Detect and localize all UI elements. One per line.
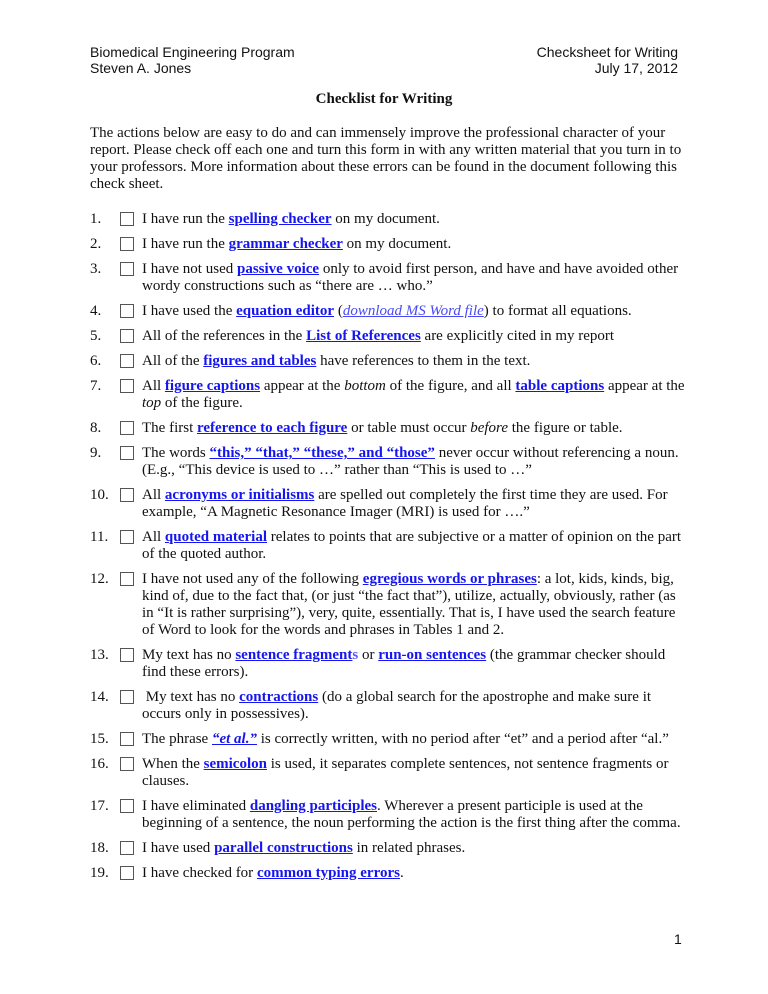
item-number: 6. [90, 353, 102, 369]
item-text [142, 731, 669, 747]
text-segment: ) to format all equations. [483, 303, 632, 319]
item-text [142, 353, 530, 369]
checklist-item [90, 353, 685, 370]
text-segment: I have not used any of the following [142, 571, 363, 587]
text-segment: My text has no [142, 647, 236, 663]
checkbox[interactable] [120, 446, 134, 460]
text-segment: I have used [142, 840, 215, 856]
text-segment: is correctly written, with no period after “et” and a period after “al.” [256, 731, 669, 747]
text-segment: I have eliminated [142, 798, 250, 814]
checklist-item [90, 236, 685, 253]
text-segment: or [358, 647, 379, 663]
item-number: 15. [90, 731, 109, 747]
item-text [142, 261, 678, 294]
item-text [142, 211, 440, 227]
item-link[interactable]: egregious words or phrases [362, 571, 537, 587]
checklist-item [90, 420, 685, 437]
item-text [142, 303, 632, 319]
checklist-item [90, 211, 685, 228]
item-link[interactable]: download MS Word file [342, 303, 484, 319]
text-segment: All [142, 487, 165, 503]
item-link[interactable]: contractions [239, 689, 319, 705]
text-segment: or table must occur [347, 420, 471, 436]
checkbox[interactable] [120, 841, 134, 855]
item-link[interactable]: reference to each figure [196, 420, 348, 436]
text-segment: All [142, 378, 165, 394]
text-segment: . Wherever a present participle is used at the beginning of a sentence, the noun performing the action is the first thing after the comma. [142, 798, 681, 831]
emphasis-text: before [470, 420, 508, 436]
item-text [142, 756, 669, 789]
author-name: Steven A. Jones [90, 60, 192, 76]
checklist-item [90, 378, 685, 412]
text-segment: of the figure, and all [385, 378, 516, 394]
item-number: 12. [90, 571, 109, 587]
document-date: July 17, 2012 [594, 60, 678, 76]
text-segment: The first [142, 420, 197, 436]
checkbox[interactable] [120, 488, 134, 502]
checklist-item [90, 487, 685, 521]
item-link[interactable]: spelling checker [228, 211, 332, 227]
text-segment: When the [142, 756, 204, 772]
checklist-item [90, 445, 685, 479]
checklist-item [90, 731, 685, 748]
item-text [142, 236, 451, 252]
item-link[interactable]: figures and tables [203, 353, 317, 369]
item-text [142, 840, 465, 856]
item-link[interactable]: “this,” “that,” “these,” and “those” [209, 445, 435, 461]
text-segment: I have run the [142, 211, 229, 227]
text-segment: s [352, 647, 359, 663]
text-segment: in related phrases. [352, 840, 466, 856]
item-link[interactable]: parallel constructions [214, 840, 353, 856]
item-link[interactable]: equation editor [236, 303, 335, 319]
checklist-item [90, 529, 685, 563]
text-segment: on my document. [342, 236, 452, 252]
checklist-item [90, 689, 685, 723]
item-text [142, 328, 614, 344]
checklist [90, 211, 685, 890]
checkbox[interactable] [120, 379, 134, 393]
checkbox[interactable] [120, 212, 134, 226]
item-number: 2. [90, 236, 102, 252]
item-text [142, 798, 681, 831]
checkbox[interactable] [120, 354, 134, 368]
item-number: 7. [90, 378, 102, 394]
text-segment: is used, it separates complete sentences, not sentence fragments or clauses. [142, 756, 669, 789]
header-right [537, 44, 678, 76]
text-segment: are explicitly cited in my report [420, 328, 615, 344]
checkbox[interactable] [120, 262, 134, 276]
item-number: 18. [90, 840, 109, 856]
text-segment: I have checked for [142, 865, 257, 881]
item-link[interactable]: “et al.” [211, 731, 257, 747]
text-segment: appear at the [260, 378, 345, 394]
checkbox[interactable] [120, 648, 134, 662]
emphasis-text: top [142, 395, 162, 411]
document-name: Checksheet for Writing [536, 44, 678, 60]
checkbox[interactable] [120, 237, 134, 251]
item-number: 11. [90, 529, 109, 545]
text-segment: : a lot, kids, kinds, big, kind of, due to the fact that, (or just “the fact that”), utilize, actually, obviously, rather (as in “It is rather surprising”), very, quite, essentially. That is, I have used the search feature of Word to look for the words and phrases in Tables 1 and 2. [142, 571, 676, 638]
item-number: 5. [90, 328, 102, 344]
emphasis-text: bottom [344, 378, 386, 394]
text-segment: I have used the [142, 303, 237, 319]
checkbox[interactable] [120, 799, 134, 813]
item-text [142, 445, 679, 478]
item-text [142, 487, 668, 520]
item-number: 13. [90, 647, 109, 663]
checklist-item [90, 571, 685, 639]
text-segment: appear at the [604, 378, 685, 394]
checklist-item [90, 303, 685, 320]
item-number: 17. [90, 798, 109, 814]
item-text [142, 647, 665, 680]
checkbox[interactable] [120, 866, 134, 880]
page-number: 1 [674, 931, 682, 947]
checklist-item [90, 756, 685, 790]
checklist-item [90, 647, 685, 681]
item-number: 14. [90, 689, 109, 705]
text-segment: never occur without referencing a noun. (E.g., “This device is used to …” rather than “This is used to …” [142, 445, 679, 478]
text-segment: the figure or table. [508, 420, 623, 436]
header-left [90, 44, 295, 76]
text-segment: ( [334, 303, 343, 319]
item-number: 4. [90, 303, 102, 319]
text-segment: The phrase [142, 731, 212, 747]
item-number: 1. [90, 211, 102, 227]
item-link[interactable]: semicolon [203, 756, 267, 772]
item-link[interactable]: quoted material [164, 529, 267, 545]
item-link[interactable]: common typing errors [256, 865, 400, 881]
text-segment: I have not used [142, 261, 237, 277]
text-segment: All of the [142, 353, 204, 369]
text-segment: of the figure. [161, 395, 243, 411]
program-name: Biomedical Engineering Program [90, 44, 295, 60]
text-segment: (the grammar checker should find these errors). [142, 647, 666, 680]
item-number: 8. [90, 420, 102, 436]
item-link[interactable]: table captions [515, 378, 605, 394]
checklist-item [90, 261, 685, 295]
item-link[interactable]: passive voice [236, 261, 320, 277]
checklist-item [90, 865, 685, 882]
item-link[interactable]: grammar checker [228, 236, 343, 252]
text-segment: relates to points that are subjective or a matter of opinion on the part of the quoted author. [142, 529, 682, 562]
text-segment: are spelled out completely the first time they are used. For example, “A Magnetic Resonance Imager (MRI) is used for ….” [142, 487, 668, 520]
checkbox[interactable] [120, 304, 134, 318]
item-text [142, 529, 681, 562]
item-number: 3. [90, 261, 102, 277]
item-text [142, 420, 623, 436]
text-segment: have references to them in the text. [316, 353, 531, 369]
text-segment: on my document. [331, 211, 440, 227]
item-text [142, 378, 685, 411]
item-link[interactable]: run-on sentences [378, 647, 487, 663]
item-text [142, 571, 676, 638]
item-link[interactable]: acronyms or initialisms [164, 487, 315, 503]
checkbox[interactable] [120, 572, 134, 586]
text-segment: . [399, 865, 404, 881]
page-title: Checklist for Writing [315, 91, 453, 107]
text-segment: All [142, 529, 165, 545]
item-link[interactable]: List of References [306, 328, 421, 344]
item-text [142, 865, 404, 881]
text-segment: I have run the [142, 236, 229, 252]
item-number: 9. [90, 445, 102, 461]
item-number: 16. [90, 756, 109, 772]
intro-paragraph: The actions below are easy to do and can immensely improve the professional character of your report. Please check off each one and turn this form in with any written material that you turn in to your professors. More information about these errors can be found in the document following this check sheet. [90, 125, 682, 192]
checkbox[interactable] [120, 530, 134, 544]
checkbox[interactable] [120, 732, 134, 746]
checkbox[interactable] [120, 329, 134, 343]
item-number: 10. [90, 487, 109, 503]
text-segment: All of the references in the [142, 328, 307, 344]
item-link[interactable]: figure captions [164, 378, 261, 394]
text-segment: only to avoid first person, and have and have avoided other wordy constructions such as “there are … who.” [142, 261, 679, 294]
checklist-item [90, 328, 685, 345]
text-segment: (do a global search for the apostrophe and make sure it occurs only in possessives). [142, 689, 652, 722]
checkbox[interactable] [120, 757, 134, 771]
text-segment: The words [142, 445, 210, 461]
item-number: 19. [90, 865, 109, 881]
checkbox[interactable] [120, 421, 134, 435]
item-link[interactable]: sentence fragment [235, 647, 353, 663]
item-link[interactable]: dangling participles [249, 798, 377, 814]
item-text [142, 689, 651, 722]
checklist-item [90, 840, 685, 857]
checklist-item [90, 798, 685, 832]
text-segment: My text has no [142, 689, 240, 705]
checkbox[interactable] [120, 690, 134, 704]
